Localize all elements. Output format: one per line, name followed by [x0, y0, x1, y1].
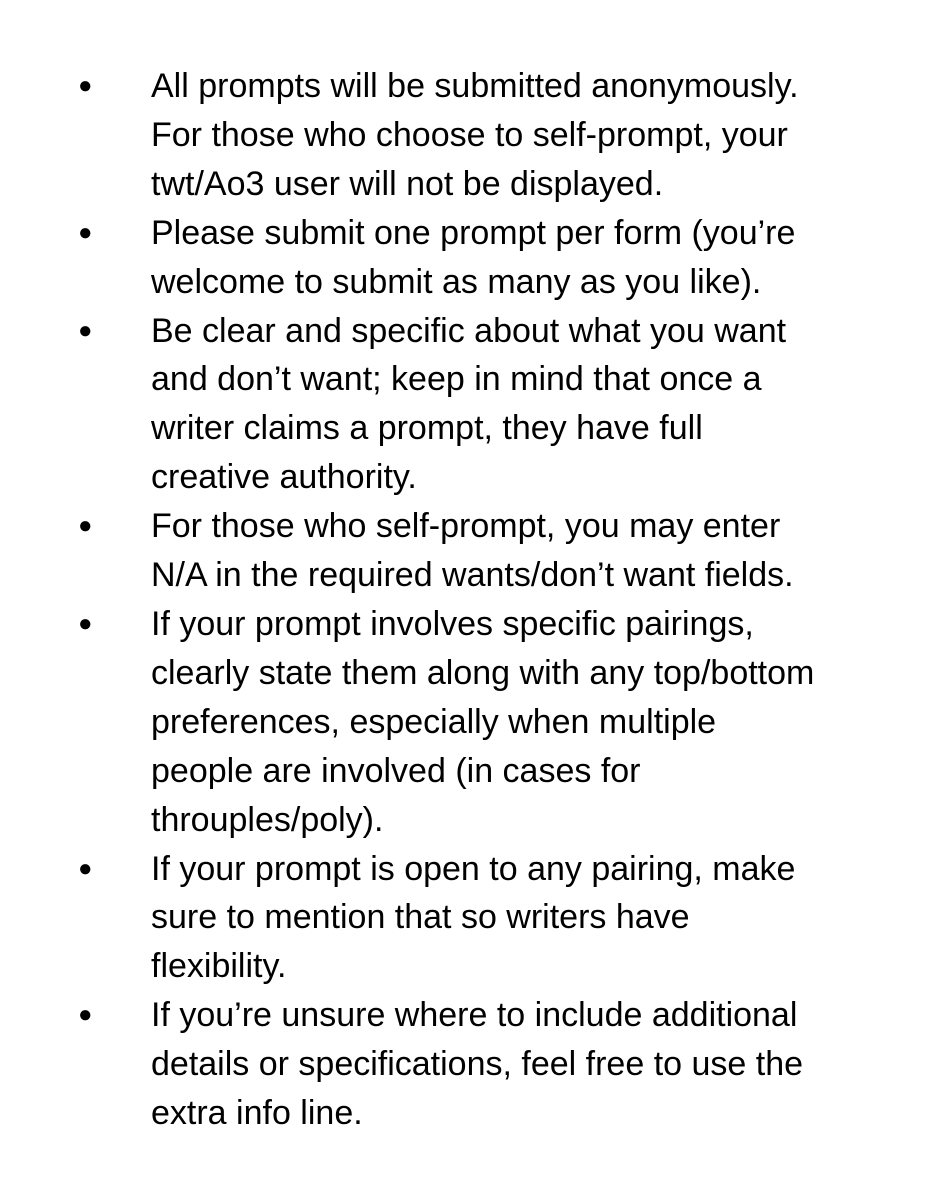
bullet-icon: ●	[78, 609, 93, 637]
rule-text-line: extra info line.	[151, 1094, 363, 1133]
rule-text-line: throuples/poly).	[151, 800, 384, 839]
rule-text-line: All prompts will be submitted anonymously.	[151, 67, 799, 105]
bullet-icon: ●	[78, 72, 93, 99]
rule-text-line: creative authority.	[151, 458, 417, 497]
rule-text-line: For those who self-prompt, you may enter	[151, 507, 781, 546]
rule-text-line: people are involved (in cases for	[151, 751, 641, 790]
bullet-icon: ●	[78, 1001, 93, 1029]
rule-item-self-prompt-na	[0, 502, 881, 600]
rule-text-line: twt/Ao3 user will not be displayed.	[151, 164, 664, 203]
rule-item-anonymous	[0, 62, 881, 209]
rule-text-line: If you’re unsure where to include additional	[151, 996, 798, 1035]
bullet-icon: ●	[78, 218, 93, 246]
rule-text-line: welcome to submit as many as you like).	[151, 262, 762, 301]
rules-list	[0, 62, 935, 1138]
rule-item-one-prompt	[0, 209, 881, 307]
rule-text-line: For those who choose to self-prompt, your	[151, 115, 788, 154]
rule-text-line: If your prompt involves specific pairings,	[151, 604, 754, 643]
rule-text-line: Please submit one prompt per form (you’re	[151, 213, 796, 252]
rule-text-line: sure to mention that so writers have	[151, 898, 690, 937]
rule-item-open-pairing	[0, 845, 881, 992]
rule-item-extra-info	[0, 991, 881, 1138]
rule-text-line: preferences, especially when multiple	[151, 702, 717, 741]
bullet-icon: ●	[78, 854, 93, 882]
bullet-icon: ●	[78, 316, 93, 344]
rule-item-be-clear	[0, 307, 881, 503]
rule-text-line: and don’t want; keep in mind that once a	[151, 360, 762, 399]
rule-text-line: clearly state them along with any top/bottom	[151, 653, 815, 692]
bullet-icon: ●	[78, 512, 93, 540]
rule-item-pairings	[0, 600, 881, 845]
rule-text-line: flexibility.	[151, 947, 287, 986]
rule-text-line: Be clear and specific about what you want	[151, 311, 787, 350]
rule-text-line: details or specifications, feel free to use the	[151, 1045, 804, 1084]
rule-text-line: N/A in the required wants/don’t want fields.	[151, 556, 794, 595]
rule-text-line: If your prompt is open to any pairing, make	[151, 849, 796, 888]
rule-text-line: writer claims a prompt, they have full	[151, 409, 703, 448]
